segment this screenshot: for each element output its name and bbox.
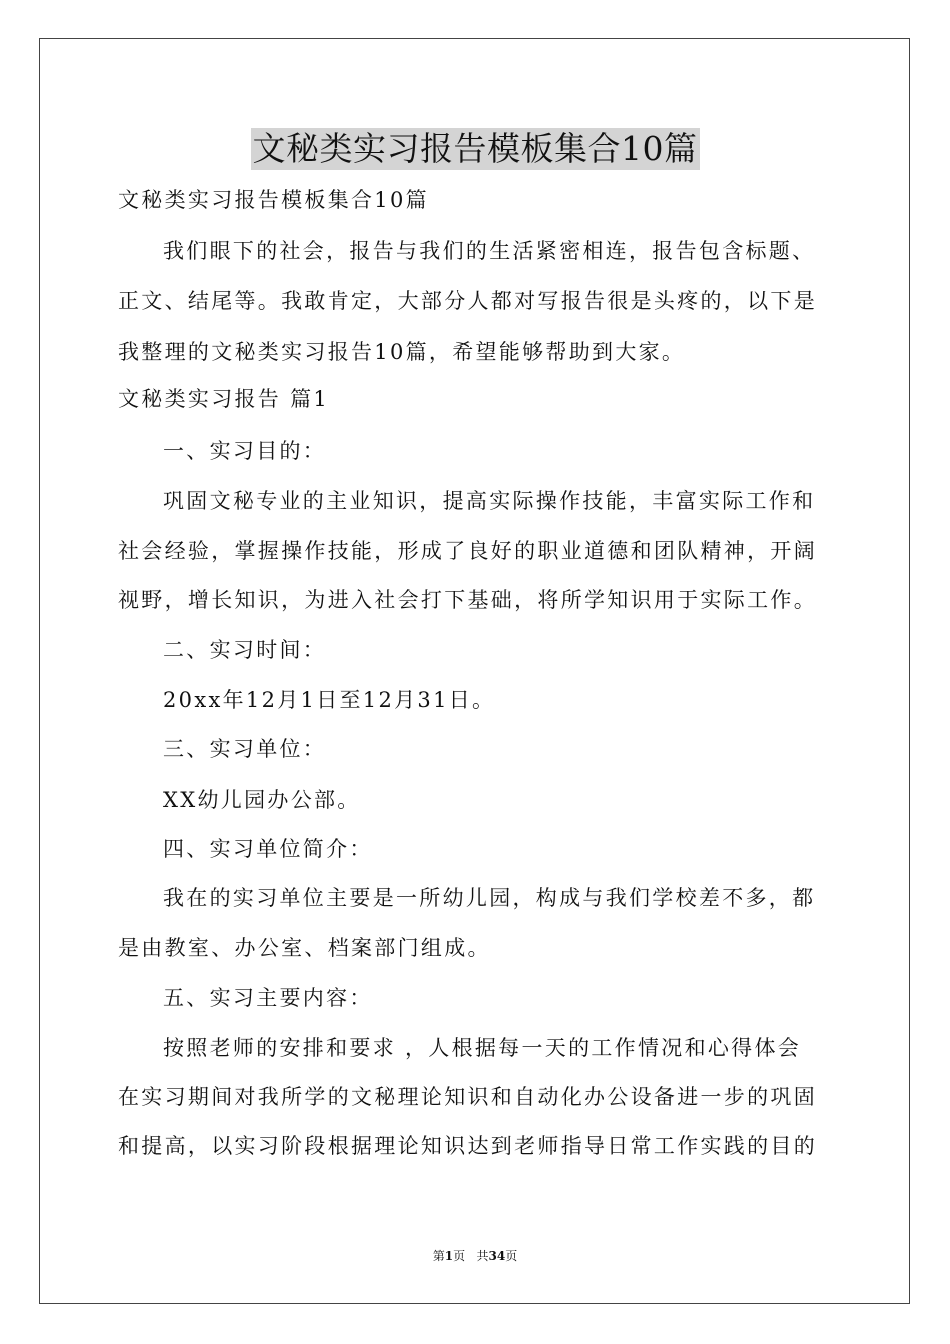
section-heading: 文秘类实习报告 篇1 <box>118 387 330 411</box>
paragraph-line: 正文、结尾等。我敢肯定，大部分人都对写报告很是头疼的，以下是 <box>118 289 817 313</box>
subsection-heading: 四、实习单位简介： <box>163 837 373 861</box>
paragraph-line: 巩固文秘专业的主业知识，提高实际操作技能，丰富实际工作和 <box>163 489 816 513</box>
document-title-text: 文秘类实习报告模板集合10篇 <box>252 129 698 168</box>
paragraph-line: 视野，增长知识，为进入社会打下基础，将所学知识用于实际工作。 <box>118 588 817 612</box>
paragraph-line: XX幼儿园办公部。 <box>163 788 361 812</box>
document-title <box>0 128 950 172</box>
page-mid: 页 共 <box>453 1249 489 1263</box>
paragraph-line: 社会经验，掌握操作技能，形成了良好的职业道德和团队精神，开阔 <box>118 539 817 563</box>
subsection-heading: 五、实习主要内容： <box>163 986 373 1010</box>
subsection-heading: 三、实习单位： <box>163 737 327 761</box>
paragraph-line: 按照老师的安排和要求 ，人根据每一天的工作情况和心得体会 <box>163 1036 802 1060</box>
subsection-heading: 二、实习时间： <box>163 638 327 662</box>
page-footer <box>0 1248 950 1264</box>
paragraph-line: 我整理的文秘类实习报告10篇，希望能够帮助到大家。 <box>118 340 686 364</box>
subsection-heading: 一、实习目的： <box>163 439 327 463</box>
page-prefix: 第 <box>432 1249 445 1263</box>
paragraph-line: 我在的实习单位主要是一所幼儿园，构成与我们学校差不多，都 <box>163 886 816 910</box>
page-total: 34 <box>488 1249 506 1263</box>
paragraph-line: 在实习期间对我所学的文秘理论知识和自动化办公设备进一步的巩固 <box>118 1085 817 1109</box>
page-suffix: 页 <box>505 1249 518 1263</box>
paragraph-line: 20xx年12月1日至12月31日。 <box>163 688 496 712</box>
paragraph-line: 和提高，以实习阶段根据理论知识达到老师指导日常工作实践的目的 <box>118 1134 817 1158</box>
paragraph-line: 是由教室、办公室、档案部门组成。 <box>118 936 491 960</box>
page-border <box>39 38 910 1304</box>
page-current: 1 <box>444 1249 454 1263</box>
subtitle-line: 文秘类实习报告模板集合10篇 <box>118 188 429 212</box>
paragraph-line: 我们眼下的社会，报告与我们的生活紧密相连，报告包含标题、 <box>163 239 816 263</box>
